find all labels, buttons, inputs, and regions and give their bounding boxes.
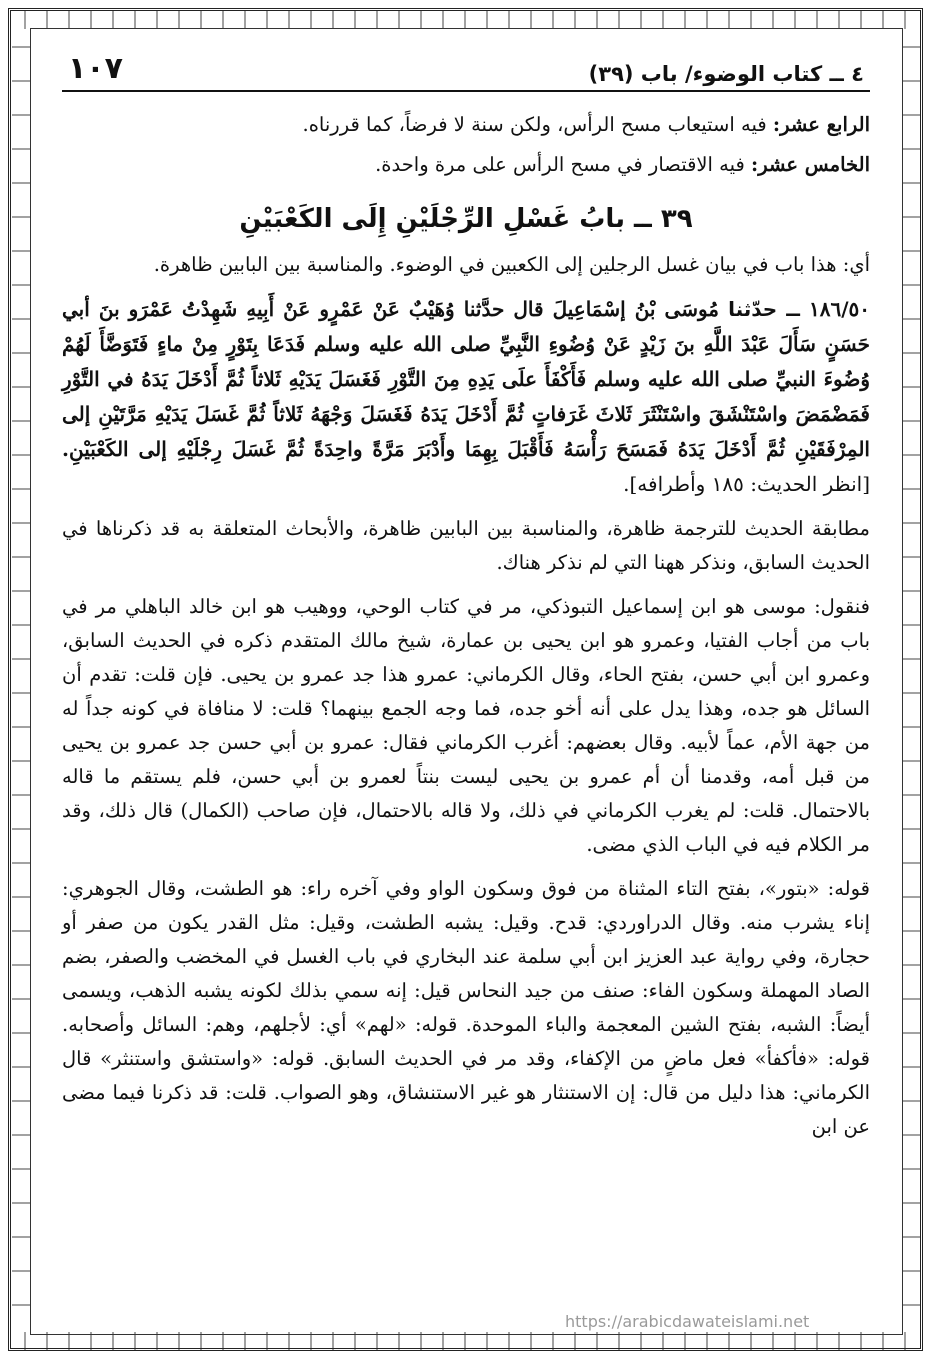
hadith-text bbox=[62, 292, 870, 502]
commentary-paragraph: فنقول: موسى هو ابن إسماعيل التبوذكي، مر في كتاب الوحي، ووهيب هو ابن خالد الباهلي مر في باب من أجاب الفتيا، وعمرو هو ابن يحيى بن عمارة، شيخ مالك المتقدم ذكره في الحديث السابق، وعمرو ابن أبي حسن، بفتح الحاء، وقال الكرماني: عمرو هذا جد عمرو بن يحيى. فإن قلت: تقدم أن السائل هو جده، وهذا يدل على أنه أخو جده، فما وجه الجمع بينهما؟ قلت: لا منافاة في كونه جداً له من جهة الأم، عماً لأبيه. وقال بعضهم: أغرب الكرماني فقال: عمرو بن أبي حسن جد عمرو بن يحيى من قبل أمه، وقدمنا أن أم عمرو بن يحيى ليست بنتاً لعمرو بن أبي حسن، فلم يستقم ما قاله بالاحتمال. قلت: لم يغرب الكرماني في ذلك، ولا قاله بالاحتمال، فإن صاحب (الكمال) قال ذلك، وقد مر الكلام فيه في الباب الذي مضى. bbox=[62, 595, 870, 856]
hadith-reference: [انظر الحديث: ١٨٥ وأطرافه]. bbox=[623, 472, 870, 496]
header-title: ٤ ــ كتاب الوضوء/ باب (٣٩) bbox=[588, 62, 864, 86]
point-label: الخامس عشر: bbox=[751, 153, 870, 176]
point-label: الرابع عشر: bbox=[772, 113, 870, 136]
chapter-intro: أي: هذا باب في بيان غسل الرجلين إلى الكعبين في الوضوء. والمناسبة بين البابين ظاهرة. bbox=[153, 253, 870, 276]
page-content bbox=[62, 46, 870, 1144]
page-number: ١٠٧ bbox=[68, 51, 123, 86]
point-text: فيه الاقتصار في مسح الرأس على مرة واحدة. bbox=[375, 153, 752, 176]
watermark-url: https://arabicdawateislami.net bbox=[565, 1312, 810, 1331]
opening-point-14 bbox=[62, 108, 870, 142]
chapter-title: ٣٩ ــ بابُ غَسْلِ الرِّجْلَيْنِ إِلَى الكَعْبَيْنِ bbox=[239, 204, 693, 234]
hadith-number: ١٨٦/٥٠ bbox=[808, 297, 870, 321]
commentary-paragraph: مطابقة الحديث للترجمة ظاهرة، والمناسبة بين البابين ظاهرة، والأبحاث المتعلقة به قد ذكرناها في الحديث السابق، ونذكر ههنا التي لم نذكر هناك. bbox=[62, 517, 870, 574]
opening-point-15 bbox=[62, 148, 870, 182]
hadith-lead: ــ حدّثنا bbox=[728, 297, 809, 321]
hadith-body: مُوسَى بْنُ إسْمَاعِيلَ قال حدَّثنا وُهَيْبٌ عَنْ عَمْرٍو عَنْ أَبِيهِ شَهِدْتُ عَمْرَو بنَ أبي حَسَنٍ سَأَلَ عَبْدَ اللَّهِ بنَ زَيْدٍ عَنْ وُضُوءِ النَّبِيِّ صلى الله عليه وسلم فَدَعَا بِتَوْرٍ مِنْ ماءٍ فَتَوَضَّأَ لَهُمْ وُضُوءَ النبيِّ صلى الله عليه وسلم فَأَكْفَأَ علَى يَدِهِ مِنَ التَّوْرِ فَغَسَلَ يَدَيْهِ ثَلاثاً ثُمَّ أَدْخَلَ يَدَهُ في التَّوْرِ فَمَضْمَضَ واسْتَنْشَقَ واسْتَنْثَرَ ثَلاثَ غَرَفاتٍ ثُمَّ أَدْخَلَ يَدَهُ فَغَسَلَ وَجْهَهُ ثَلاثاً ثُمَّ غَسَلَ يَدَيْهِ مَرَّتَيْنِ إلى المِرْفَقَيْنِ ثُمَّ أَدْخَلَ يَدَهُ فَمَسَحَ رَأْسَهُ فَأَقْبَلَ بِهِمَا وأَدْبَرَ مَرَّةً واحِدَةً ثُمَّ غَسَلَ رِجْلَيْهِ إلى الكَعْبَيْنِ. bbox=[62, 297, 870, 461]
commentary-paragraph: قوله: «بتور»، بفتح التاء المثناة من فوق وسكون الواو وفي آخره راء: هو الطشت، وقال الجوهري: إناء يشرب منه. وقال الدراوردي: قدح. وقيل: يشبه الطشت، وقيل: مثل القدر يكون من صفر أو حجارة، وفي رواية عبد العزيز ابن أبي سلمة عند البخاري في باب الغسل في المخضب والصفر، بضم الصاد المهملة وسكون الفاء: صنف من جيد النحاس قيل: إنه سمي بذلك لكونه يشبه الذهب، ويسمى أيضاً: الشبه، بفتح الشين المعجمة والباء الموحدة. قوله: «لهم» أي: لأجلهم، وهم: السائل وأصحابه. قوله: «فأكفأ» فعل ماضٍ من الإكفاء، وقد مر في الحديث السابق. قوله: «واستشق واستنثر» قال الكرماني: هذا دليل من قال: إن الاستنثار هو غير الاستنشاق، وهو الصواب. قلت: قد ذكرنا فيما مضى عن ابن bbox=[62, 877, 870, 1138]
running-header bbox=[62, 46, 870, 92]
point-text: فيه استيعاب مسح الرأس، ولكن سنة لا فرضاً، كما قررناه. bbox=[302, 113, 773, 136]
